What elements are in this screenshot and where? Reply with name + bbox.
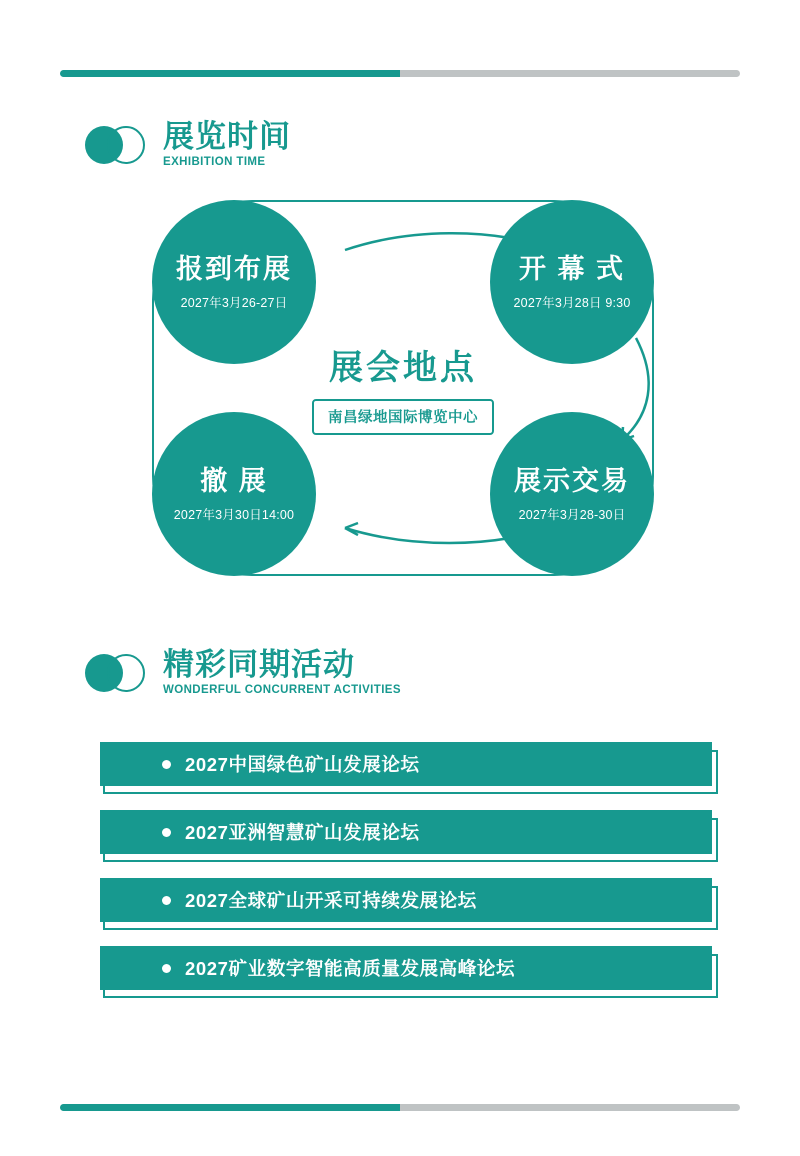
activity-bar[interactable] [100, 878, 712, 922]
node-title: 开 幕 式 [518, 253, 625, 284]
activity-label: 2027矿业数字智能高质量发展高峰论坛 [185, 958, 516, 979]
node-title: 展示交易 [514, 465, 630, 496]
schedule-node-exhibition [490, 412, 654, 576]
venue-title: 展会地点 [329, 349, 477, 387]
venn-outline-circle [107, 126, 145, 164]
schedule-node-teardown [152, 412, 316, 576]
list-item[interactable] [100, 878, 725, 946]
section-title-cn: 展览时间 [163, 119, 291, 154]
section-title-en: WONDERFUL CONCURRENT ACTIVITIES [163, 684, 401, 696]
node-detail: 2027年3月26-27日 [180, 295, 288, 310]
schedule-cycle-diagram [130, 190, 675, 590]
node-detail: 2027年3月28-30日 [518, 507, 626, 522]
venn-outline-circle [107, 654, 145, 692]
divider-gray-segment [400, 1104, 740, 1111]
activity-label: 2027全球矿山开采可持续发展论坛 [185, 890, 477, 911]
activity-bar[interactable] [100, 742, 712, 786]
divider-accent-segment [60, 1104, 400, 1111]
divider-gray-segment [400, 70, 740, 77]
section-title-cn: 精彩同期活动 [163, 647, 355, 682]
venue-block [263, 340, 543, 435]
activity-label: 2027中国绿色矿山发展论坛 [185, 754, 420, 775]
venn-circles-icon [85, 124, 159, 164]
activities-list [100, 742, 725, 1014]
node-title: 撤 展 [200, 465, 268, 496]
bullet-dot-icon [162, 896, 171, 905]
activity-bar[interactable] [100, 946, 712, 990]
node-detail: 2027年3月28日 9:30 [513, 295, 631, 310]
venn-circles-icon [85, 652, 159, 692]
activity-bar[interactable] [100, 810, 712, 854]
bullet-dot-icon [162, 964, 171, 973]
node-title: 报到布展 [176, 253, 292, 284]
list-item[interactable] [100, 742, 725, 810]
list-item[interactable] [100, 946, 725, 1014]
list-item[interactable] [100, 810, 725, 878]
section-heading-concurrent-activities [85, 648, 401, 696]
bullet-dot-icon [162, 760, 171, 769]
bottom-divider [60, 1104, 740, 1111]
bullet-dot-icon [162, 828, 171, 837]
section-heading-exhibition-time [85, 120, 291, 168]
top-divider [60, 70, 740, 77]
venue-name-badge: 南昌绿地国际博览中心 [312, 399, 494, 435]
section-title-en: EXHIBITION TIME [163, 156, 266, 168]
activity-label: 2027亚洲智慧矿山发展论坛 [185, 822, 420, 843]
node-detail: 2027年3月30日14:00 [173, 507, 295, 522]
divider-accent-segment [60, 70, 400, 77]
